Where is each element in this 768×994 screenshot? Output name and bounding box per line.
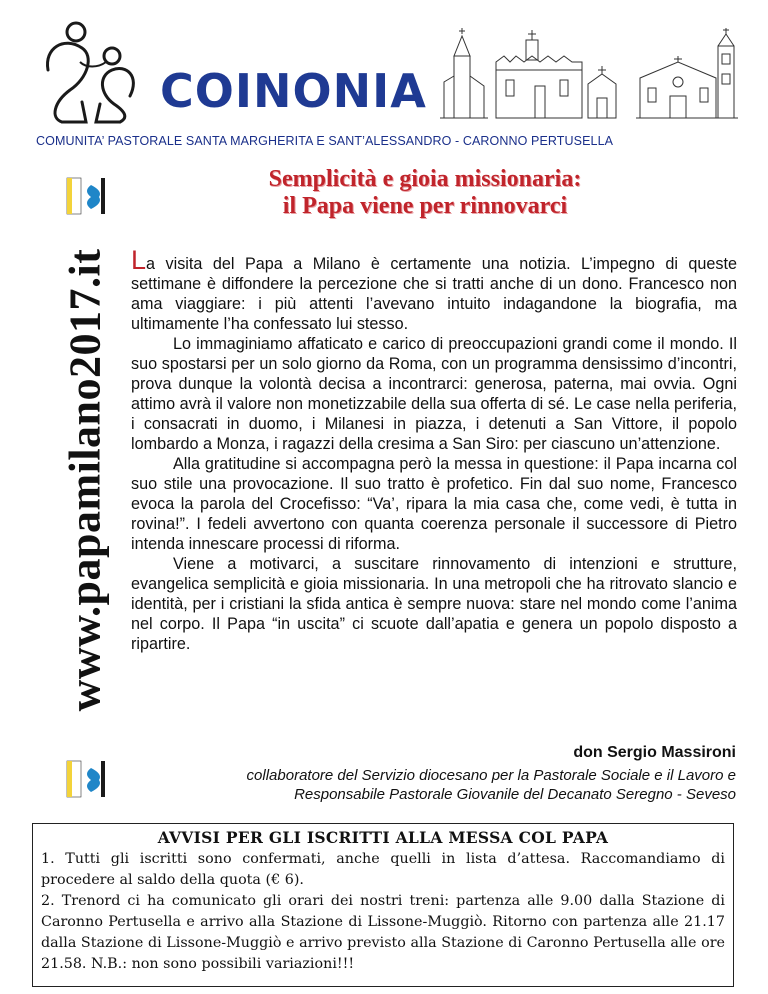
article-paragraph [131, 245, 737, 334]
article-paragraph: Alla gratitudine si accompagna però la messa in questione: il Papa incarna col suo stile una provocazione. Il suo tratto è profetico. Fin dal suo nome, Francesco evoca la parola del Crocefisso: “Va’, ripara la mia casa che, come vedi, è tutta in rovina!”. I fedeli avvertono con quanta coerenza personale il successore di Pietro intenda innescare processi di riforma. [131, 455, 737, 553]
author-role-line: Responsabile Pastorale Giovanile del Decanato Seregno - Seveso [294, 786, 736, 803]
website-banner [40, 160, 130, 800]
papa-francesco-milano-badge-icon [50, 172, 120, 220]
papa-francesco-milano-badge-icon [50, 755, 120, 803]
article-paragraph: Lo immaginiamo affaticato e carico di preoccupazioni grandi come il mondo. Il suo spostarsi per un solo giorno da Roma, con un programma densissimo d’incontri, prova dunque la volontà decisa a incontrarci: generosa, paterna, mai ovvia. Ogni attimo avrà il valore non monetizzabile della sua offerta di sé. Le case nella periferia, i consacrati in duomo, i Milanesi in piazza, i detenuti a San Vittore, il popolo lombardo a Monza, i ragazzi della cresima a San Siro: per ciascuno un’attenzione. [131, 335, 737, 453]
notice-box [32, 823, 734, 987]
author-role-line: collaboratore del Servizio diocesano per la Pastorale Sociale e il Lavoro e [246, 767, 736, 784]
article-title-line1: Semplicità e gioia missionaria: [268, 166, 582, 192]
article-title-line2: il Papa viene per rinnovarci [282, 193, 568, 219]
community-subtitle: COMUNITA’ PASTORALE SANTA MARGHERITA E SANT’ALESSANDRO - CARONNO PERTUSELLA [36, 134, 614, 148]
two-figures-logo-icon [30, 18, 150, 126]
paragraph-text: a visita del Papa a Milano è certamente una notizia. L’impegno di queste settimane è diffondere la percezione che si tratti anche di un dono. Francesco non ama viaggiare: i più attenti l’avevano intuito indagandone la biografia, ma ultimamente l’ha confessato lui stesso. [131, 255, 737, 333]
notice-title: AVVISI PER GLI ISCRITTI ALLA MESSA COL PAPA [157, 828, 609, 847]
notice-item: 2. Trenord ci ha comunicato gli orari dei nostri treni: partenza alle 9.00 dalla Stazione di Caronno Pertusella e arrivo alla Stazione di Lissone-Muggiò. Ritorno con partenza alle 21.17 dalla Stazione di Lissone-Muggiò e arrivo previsto alla Stazione di Caronno Pertusella alle ore 21.58. N.B.: non sono possibili variazioni!!! [41, 893, 725, 972]
churches-sketch-icon [440, 26, 740, 122]
masthead-title: COINONIA [160, 64, 427, 118]
website-url: www.papamilano2017.it [60, 248, 110, 712]
author-role [116, 766, 736, 804]
drop-cap: L [131, 245, 147, 275]
article-body [131, 245, 737, 654]
author-name: don Sergio Massironi [573, 744, 736, 761]
notice-item: 1. Tutti gli iscritti sono confermati, anche quelli in lista d’attesa. Raccomandiamo di procedere al saldo della quota (€ 6). [41, 851, 725, 888]
article-paragraph: Viene a motivarci, a suscitare rinnovamento di intenzioni e strutture, evangelica semplicità e gioia missionaria. In una metropoli che ha ritrovato slancio e identità, per i cristiani la sfida antica è sempre nuova: stare nel mondo come l’anima nel corpo. Il Papa “in uscita” ci scuote dall’apatia e genera un popolo disposto a ripartire. [131, 555, 737, 653]
